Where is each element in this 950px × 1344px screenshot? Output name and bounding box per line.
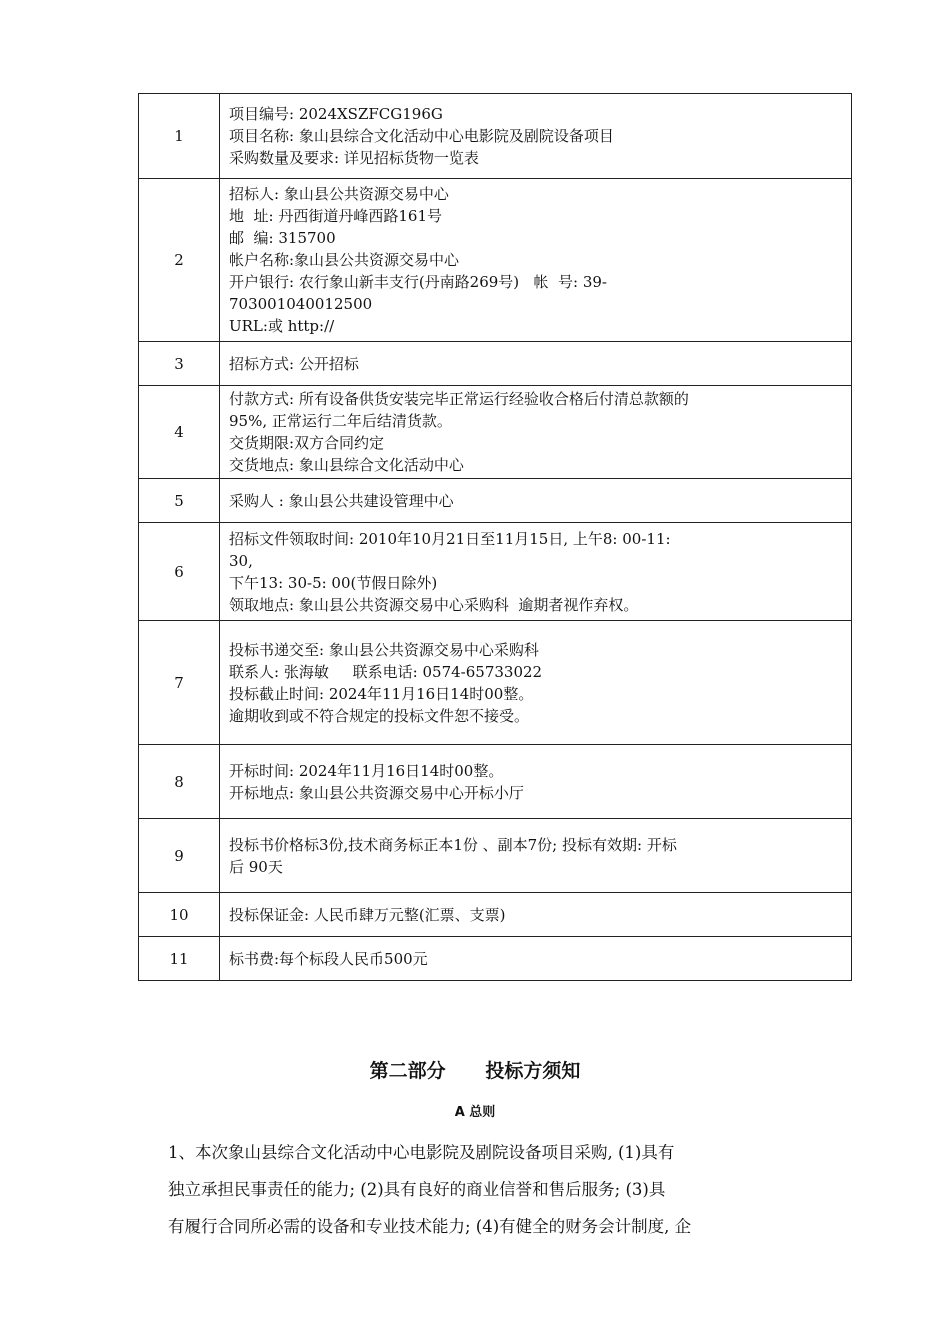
row-content xyxy=(220,94,852,179)
row-line: 投标书价格标3份,技术商务标正本1份 、副本7份; 投标有效期: 开标 xyxy=(229,835,677,854)
row-number: 3 xyxy=(139,342,220,386)
row-number: 2 xyxy=(139,179,220,342)
paragraph-line: 1、本次象山县综合文化活动中心电影院及剧院设备项目采购, (1)具有 xyxy=(168,1143,675,1162)
row-line: 逾期收到或不符合规定的投标文件恕不接受。 xyxy=(229,706,530,725)
row-line: 下午13: 30-5: 00(节假日除外) xyxy=(229,573,438,592)
table-row xyxy=(139,179,852,342)
table-row xyxy=(139,523,852,621)
row-line: 招标方式: 公开招标 xyxy=(229,354,359,373)
table-row xyxy=(139,937,852,981)
tender-info-table xyxy=(138,93,852,981)
row-line: 付款方式: 所有设备供货安装完毕正常运行经验收合格后付清总款额的 xyxy=(229,390,689,408)
part-title: 第二部分 投标方须知 xyxy=(369,1060,581,1082)
row-line: 交货地点: 象山县综合文化活动中心 xyxy=(229,456,464,474)
row-line: 招标人: 象山县公共资源交易中心 xyxy=(229,185,449,203)
row-content xyxy=(220,386,852,479)
row-line: 帐户名称:象山县公共资源交易中心 xyxy=(229,251,460,269)
row-line: URL:或 http:// xyxy=(229,317,335,335)
row-line: 95%, 正常运行二年后结清货款。 xyxy=(229,412,452,430)
row-content xyxy=(220,937,852,981)
row-content xyxy=(220,179,852,342)
row-line: 703001040012500 xyxy=(229,295,373,313)
table-row xyxy=(139,342,852,386)
row-line: 交货期限:双方合同约定 xyxy=(229,434,385,452)
table-row xyxy=(139,745,852,819)
row-content xyxy=(220,342,852,386)
row-line: 标书费:每个标段人民币500元 xyxy=(229,949,428,968)
section-title: A 总则 xyxy=(454,1105,496,1120)
row-number: 5 xyxy=(139,479,220,523)
row-content xyxy=(220,479,852,523)
row-line: 项目编号: 2024XSZFCG196G xyxy=(229,105,443,123)
row-number: 6 xyxy=(139,523,220,621)
row-number: 9 xyxy=(139,819,220,893)
row-line: 投标保证金: 人民币肆万元整(汇票、支票) xyxy=(229,905,506,924)
row-content xyxy=(220,523,852,621)
row-line: 开标时间: 2024年11月16日14时00整。 xyxy=(229,761,504,780)
paragraph-line: 独立承担民事责任的能力; (2)具有良好的商业信誉和售后服务; (3)具 xyxy=(168,1180,666,1199)
general-provisions-paragraph xyxy=(168,1134,808,1245)
row-number: 7 xyxy=(139,621,220,745)
row-line: 投标书递交至: 象山县公共资源交易中心采购科 xyxy=(229,640,539,659)
row-line: 开标地点: 象山县公共资源交易中心开标小厅 xyxy=(229,783,524,802)
row-content xyxy=(220,745,852,819)
row-content xyxy=(220,893,852,937)
row-line: 30, xyxy=(229,551,253,570)
table-row xyxy=(139,621,852,745)
table-row xyxy=(139,479,852,523)
row-line: 开户银行: 农行象山新丰支行(丹南路269号) 帐 号: 39- xyxy=(229,273,607,291)
paragraph-line: 有履行合同所必需的设备和专业技术能力; (4)有健全的财务会计制度, 企 xyxy=(168,1217,692,1236)
row-content xyxy=(220,621,852,745)
row-line: 邮 编: 315700 xyxy=(229,229,336,247)
row-number: 4 xyxy=(139,386,220,479)
row-line: 投标截止时间: 2024年11月16日14时00整。 xyxy=(229,684,534,703)
row-line: 地 址: 丹西街道丹峰西路161号 xyxy=(229,207,442,225)
row-line: 领取地点: 象山县公共资源交易中心采购科 逾期者视作弃权。 xyxy=(229,595,639,614)
table-row xyxy=(139,893,852,937)
row-line: 项目名称: 象山县综合文化活动中心电影院及剧院设备项目 xyxy=(229,127,614,145)
row-number: 11 xyxy=(139,937,220,981)
row-content xyxy=(220,819,852,893)
row-line: 后 90天 xyxy=(229,857,283,876)
row-line: 联系人: 张海敏 联系电话: 0574-65733022 xyxy=(229,662,543,681)
table-row xyxy=(139,819,852,893)
row-number: 1 xyxy=(139,94,220,179)
row-line: 招标文件领取时间: 2010年10月21日至11月15日, 上午8: 00-11: xyxy=(229,529,671,548)
row-number: 8 xyxy=(139,745,220,819)
table-row xyxy=(139,386,852,479)
row-line: 采购人 : 象山县公共建设管理中心 xyxy=(229,491,454,510)
row-number: 10 xyxy=(139,893,220,937)
row-line: 采购数量及要求: 详见招标货物一览表 xyxy=(229,149,479,167)
table-row xyxy=(139,94,852,179)
